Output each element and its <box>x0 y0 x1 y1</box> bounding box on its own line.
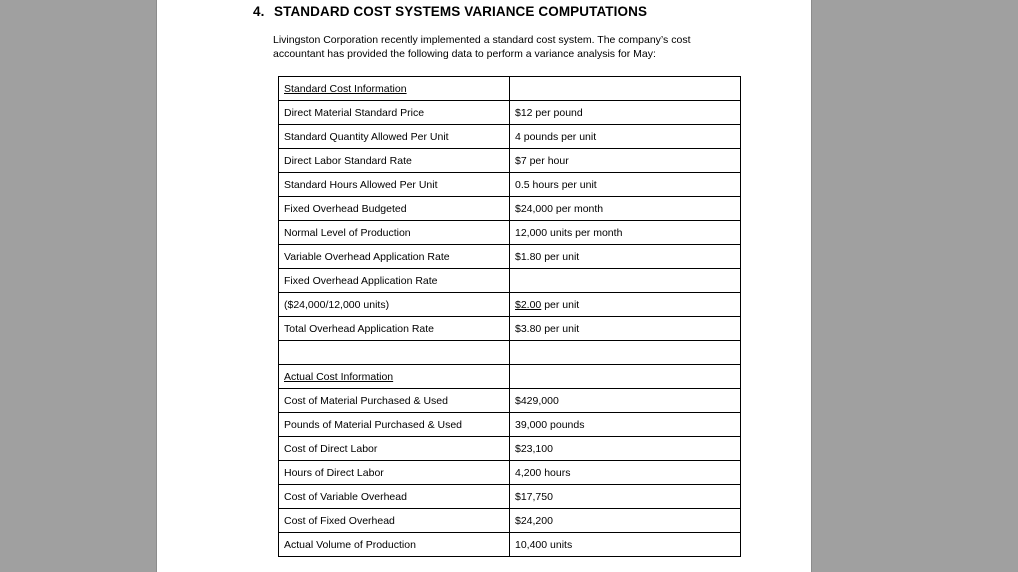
fixed-rate-unit: per unit <box>541 298 580 311</box>
table-cell-value: $17,750 <box>510 485 741 509</box>
table-cell-label: Cost of Variable Overhead <box>279 485 510 509</box>
table-row <box>279 221 741 245</box>
section-number: 4. <box>253 4 265 19</box>
table-cell-value: $23,100 <box>510 437 741 461</box>
table-row <box>279 245 741 269</box>
table-cell-value: $24,000 per month <box>510 197 741 221</box>
table-row <box>279 461 741 485</box>
table-cell-value <box>510 341 741 365</box>
table-cell-label: Fixed Overhead Application Rate <box>279 269 510 293</box>
table-cell-value <box>510 269 741 293</box>
table-cell-label: Variable Overhead Application Rate <box>279 245 510 269</box>
table-cell-label: ($24,000/12,000 units) <box>279 293 510 317</box>
intro-paragraph <box>273 33 723 61</box>
table-cell-label: Fixed Overhead Budgeted <box>279 197 510 221</box>
table-cell-label: Cost of Material Purchased & Used <box>279 389 510 413</box>
table-cell-label <box>279 77 510 101</box>
table-row <box>279 413 741 437</box>
fixed-rate-amount: $2.00 <box>515 298 542 311</box>
table-cell-value: $1.80 per unit <box>510 245 741 269</box>
table-row-standard-header <box>279 77 741 101</box>
table-cell-label <box>279 341 510 365</box>
table-cell-label: Cost of Fixed Overhead <box>279 509 510 533</box>
intro-line-1: Livingston Corporation recently implemented a standard cost system. The company’s cost <box>273 34 691 46</box>
table-row <box>279 437 741 461</box>
table-cell-value: 39,000 pounds <box>510 413 741 437</box>
table-cell-label: Actual Volume of Production <box>279 533 510 557</box>
table-cell-value <box>510 293 741 317</box>
table-row <box>279 269 741 293</box>
table-cell-value: 4,200 hours <box>510 461 741 485</box>
table-row <box>279 173 741 197</box>
table-cell-label <box>279 365 510 389</box>
table-cell-value: 0.5 hours per unit <box>510 173 741 197</box>
actual-cost-heading: Actual Cost Information <box>284 370 394 383</box>
table-cell-value <box>510 365 741 389</box>
table-row <box>279 317 741 341</box>
section-title: STANDARD COST SYSTEMS VARIANCE COMPUTATIONS <box>274 4 648 19</box>
table-row <box>279 389 741 413</box>
table-cell-value: 12,000 units per month <box>510 221 741 245</box>
intro-line-2: accountant has provided the following data to perform a variance analysis for May: <box>273 48 656 60</box>
table-row <box>279 149 741 173</box>
table-row <box>279 533 741 557</box>
table-row <box>279 197 741 221</box>
table-row <box>279 293 741 317</box>
table-cell-label: Total Overhead Application Rate <box>279 317 510 341</box>
table-row-actual-header <box>279 365 741 389</box>
table-cell-value: 10,400 units <box>510 533 741 557</box>
table-cell-label: Standard Hours Allowed Per Unit <box>279 173 510 197</box>
table-cell-value: $429,000 <box>510 389 741 413</box>
table-row <box>279 101 741 125</box>
table-cell-label: Pounds of Material Purchased & Used <box>279 413 510 437</box>
table-cell-value: 4 pounds per unit <box>510 125 741 149</box>
section-heading <box>253 4 647 19</box>
table-cell-value: $12 per pound <box>510 101 741 125</box>
table-row <box>279 509 741 533</box>
table-cell-label: Cost of Direct Labor <box>279 437 510 461</box>
table-row <box>279 485 741 509</box>
table-cell-label: Direct Labor Standard Rate <box>279 149 510 173</box>
document-page <box>157 0 811 572</box>
variance-data-table <box>278 76 741 557</box>
table-cell-label: Hours of Direct Labor <box>279 461 510 485</box>
table-row-spacer <box>279 341 741 365</box>
table-cell-value: $24,200 <box>510 509 741 533</box>
table-row <box>279 125 741 149</box>
table-cell-value <box>510 77 741 101</box>
table-cell-value: $7 per hour <box>510 149 741 173</box>
table-cell-label: Standard Quantity Allowed Per Unit <box>279 125 510 149</box>
table-cell-label: Normal Level of Production <box>279 221 510 245</box>
standard-cost-heading: Standard Cost Information <box>284 82 407 95</box>
table-cell-value: $3.80 per unit <box>510 317 741 341</box>
table-cell-label: Direct Material Standard Price <box>279 101 510 125</box>
